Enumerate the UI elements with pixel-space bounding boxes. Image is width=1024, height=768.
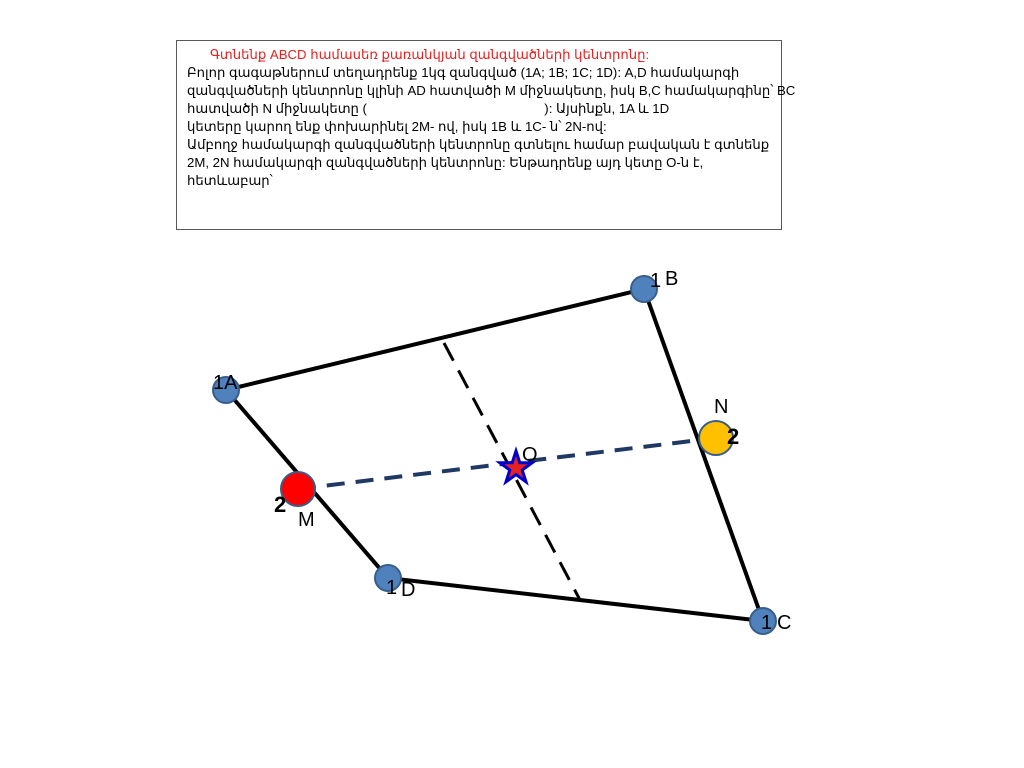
textbox-title: Գտնենք ABCD համասեռ քառանկյան զանգվածների կենտրոնը: [210,47,650,62]
label-N-mass: 2 [727,424,740,449]
textbox-line-7: հետևաբար՝ [187,173,273,188]
label-D-mass: 1 [386,577,398,599]
textbox-line-2: զանգվածների կենտրոնը կլինի AD հատվածի M միջնակետը, իսկ B,C համակարգինը՝ BC [187,83,796,98]
textbox-line-1: Բոլոր գագաթներում տեղադրենք 1կգ զանգված (1A; 1B; 1C; 1D): A,D համակարգի [187,65,740,80]
label-C: C [777,612,792,634]
textbox-line-3-end: ): Այսինքն, 1A և 1D [544,101,670,116]
textbox-line-4: կետերը կարող ենք փոխարինել 2M- ով, իսկ 1B և 1C- ն՝ 2N-ով: [187,119,607,134]
label-M: M [298,509,315,531]
label-B-mass: 1 [650,270,662,292]
edge-AB [226,289,644,390]
textbox-line-3-start: հատվածի N միջնակետը ( [187,101,367,116]
label-B: B [665,268,679,290]
edge-CD [388,578,763,621]
label-C-mass: 1 [761,612,773,634]
label-N: N [714,396,729,418]
label-M-mass: 2 [274,492,287,517]
label-O: O [522,444,538,466]
edge-BC [644,289,763,621]
label-D: D [401,579,416,601]
label-A: 1A [213,372,238,394]
textbox-line-6: 2M, 2N համակարգի զանգվածների կենտրոնը: Ենթադրենք այդ կետը O-ն է, [187,155,704,170]
textbox-line-5: Ամբողջ համակարգի զանգվածների կենտրոնը գտնելու համար բավական է գտնենք [187,137,770,152]
